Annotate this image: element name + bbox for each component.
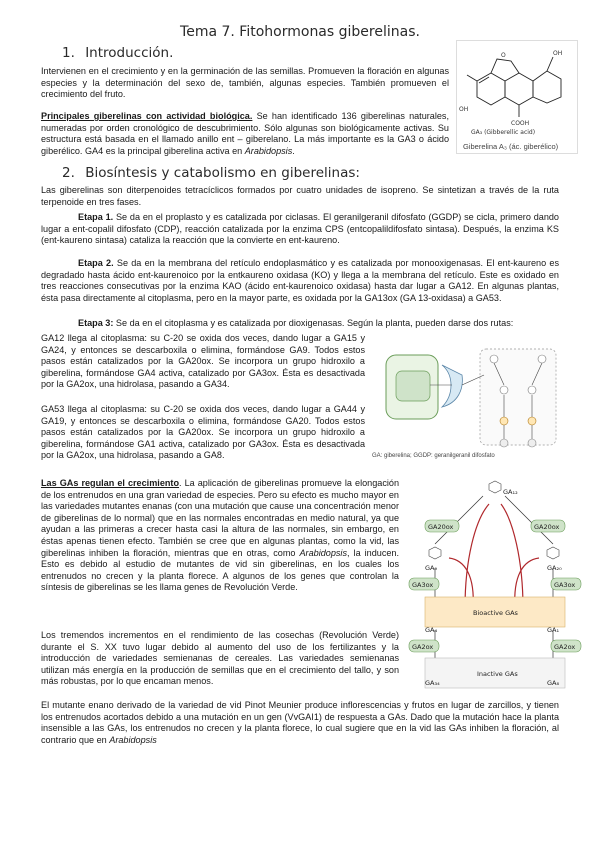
etapa1-label: Etapa 1.	[78, 212, 114, 222]
section-number: 1.	[62, 45, 75, 61]
pathway-caption: GA: giberelina; GGDP: geranilgeranil difosfato	[372, 453, 495, 459]
ga3-molecule-drawing	[457, 41, 577, 137]
intro-paragraph: Intervienen en el crecimiento y en la germinación de las semillas. Promueven la floración en algunas especies y la determinación del sexo de, también, algunas especies. También promueven el crecimiento del fruto.	[41, 66, 449, 100]
green-revolution-paragraph: Los tremendos incrementos en el rendimiento de las cosechas (Revolución Verde) durante el S. XX tuvo lugar debido al aumento del uso de los fertilizantes y la introducción de variedades semienanas de cereales. Las variedades semienanas utilizan más energía en la producción de semillas que en el crecimiento del tallo, y son más robustas, por lo que encaman menos.	[41, 630, 399, 687]
ga1-label: GA₁	[547, 626, 560, 634]
growth-text-end: , la inducen. Esto es debido al estudio de mutantes de vid sin giberelinas, en los cuales los entrenudos no crecen y la planta florece. A algunos de los genes que controlan la síntesis de giberelinas se les llama genes de Revolución Verde.	[41, 547, 400, 593]
etapa1-paragraph	[41, 212, 559, 247]
cooh-label: COOH	[511, 120, 530, 127]
enzyme-ga2ox-left: GA2ox	[412, 643, 434, 651]
etapa3-text: Se da en el citoplasma y es catalizada por dioxigenasas. Según la planta, pueden darse dos rutas:	[115, 318, 514, 328]
oxygen-label: O	[501, 52, 506, 59]
vid-text: El mutante enano derivado de la variedad de vid Pinot Meunier produce inflorescencias y frutos en lugar de zarcillos, y tienen los entrenudos acortados debido a una mutación en un gen (VvGAI1) de respuesta a GAs. Dado que la mutación hace la planta insensible a las GAs, los entrenudos no crecen y la planta florece, lo cual sugiere que en la vid las GAs inhiben la floración, al contrario que en	[41, 700, 559, 745]
ga3-inner-label: GA₃ (Gibberellic acid)	[471, 129, 536, 136]
section-title: Introducción.	[85, 45, 174, 61]
etapa3-label: Etapa 3:	[78, 318, 114, 328]
growth-heading: Las GAs regulan el crecimiento	[41, 478, 180, 488]
species-name: Arabidopsis	[299, 547, 348, 558]
etapa2-paragraph	[41, 258, 559, 304]
enzyme-ga20ox-right: GA20ox	[534, 523, 560, 531]
bioactive-label: Bioactive GAs	[473, 609, 518, 617]
page-title: Tema 7. Fitohormonas giberelinas.	[180, 24, 420, 40]
ga53-route-paragraph: GA53 llega al citoplasma: su C-20 se oxida dos veces, dando lugar a GA44 y GA19, y entonces se descarboxila o elimina, formándose GA20. Todos estos pasos están catalizados por la GA20ox. Se incorpora un grupo hidroxilo a giberelina, formándose GA1 activa, catalizado por GA3ox. Ésta es desactivada por la GA2ox, una hidrolasa, pasando a GA8.	[41, 404, 365, 461]
etapa2-text: Se da en la membrana del retículo endoplasmático y es catalizada por monooxigenasas. El ent-kaureno es degradado hasta ácido ent-kaurenoico por la entkaureno oxidasa (KO) y llega a la membrana del retículo. Este es oxidado en tres reacciones consecutivas por la enzima KAO (ácido ent-kaurenoico oxidasa) hasta dar lugar a GA12. En algunas plantas, ésta pasa directamente al citoplasma, pero en la mayor parte, es oxidada por la GA13ox (GA 13-oxidasa) a GA53.	[41, 258, 560, 303]
ga3-structure-figure	[456, 40, 578, 154]
species-name: Arabidopsis	[109, 734, 157, 745]
cell-compartments-drawing	[372, 345, 562, 453]
section-heading-2	[62, 165, 360, 181]
actividad-text: Se han identificado 136 giberelinas naturales, numeradas por orden cronológico de descubrimiento. Sólo algunas son biológicamente activas. Su estructura está basada en el llamado anillo ent – giberelano. La más importante es la GA3 o ácido giberélico. GA4 es la principal giberelina activa en	[41, 111, 450, 156]
growth-paragraph	[41, 478, 399, 594]
ga3-caption: Giberelina A₃ (ác. giberélico)	[463, 142, 559, 151]
enzyme-ga20ox-left: GA20ox	[428, 523, 454, 531]
ga9-label: GA₉	[425, 564, 438, 572]
enzyme-ga2ox-right: GA2ox	[554, 643, 576, 651]
etapa1-text: Se da en el proplasto y es catalizada por ciclasas. El geranilgeranil difosfato (GGDP) se cicla, primero dando lugar a ent-copalil difosfato (CDP), reacción catalizada por la enzima CPS (entcopalildifosfato sintasa). Después, la enzima KS (ent-kaureno sintasa) cataliza la reacción que la convierte en ent-kaureno.	[41, 212, 559, 246]
hydroxyl-label-left: OH	[459, 106, 469, 113]
actividad-heading: Principales giberelinas con actividad biológica.	[41, 111, 253, 121]
section-heading-1	[62, 45, 173, 61]
ga-metabolism-diagram	[405, 480, 585, 692]
ga12-label: GA₁₂	[503, 488, 518, 496]
hydroxyl-label-top: OH	[553, 50, 563, 57]
section-title: Biosíntesis y catabolismo en giberelinas:	[85, 165, 360, 181]
metabolism-drawing	[405, 480, 585, 692]
enzyme-ga3ox-right: GA3ox	[554, 581, 576, 589]
ga8-label: GA₈	[547, 679, 560, 687]
intro-actividad-paragraph: Principales giberelinas con actividad biológica. Se han identificado 136 giberelinas naturales, numeradas por orden cronológico de descubrimiento. Sólo algunas son biológicamente activas. Su estructura está basada en el llamado anillo ent – giberelano. La más importante es la GA3 o ácido giberélico. GA4 es la principal giberelina activa en Arabidopsis.	[41, 111, 450, 156]
biosynthesis-intro: Las giberelinas son diterpenoides tetracíclicos formados por cuatro unidades de isopreno. Se sintetizan a través de la ruta terpenoide en tres fases.	[41, 185, 559, 207]
ga34-label: GA₃₄	[425, 679, 440, 687]
ga4-label: GA₄	[425, 626, 438, 634]
biosynthesis-pathway-figure	[372, 345, 562, 465]
vid-mutant-paragraph	[41, 700, 559, 746]
inactive-label: Inactive GAs	[477, 670, 518, 678]
enzyme-ga3ox-left: GA3ox	[412, 581, 434, 589]
section-number: 2.	[62, 165, 75, 181]
etapa2-label: Etapa 2.	[78, 258, 114, 268]
species-name: Arabidopsis	[244, 145, 293, 156]
ga20-label: GA₂₀	[547, 564, 562, 572]
growth-text: . La aplicación de giberelinas promueve la elongación de los entrenudos en una gran variedad de especies. Pero su efecto es mucho mayor en las variedades mutantes enanas (con una mutación que cause una concentración menor de giberelinas de lo normal) que en las normales encontradas en medio natural, ya que ayudan a las primeras a crecer hasta casi la altura de las normales, sin embargo, en éstas apenas tienen efecto. También se cree que en algunas plantas, como la vid, las giberelinas inhiben la floración, mientras que en otras, como	[41, 478, 399, 558]
etapa3-paragraph	[41, 318, 559, 330]
ga12-route-paragraph: GA12 llega al citoplasma: su C-20 se oxida dos veces, dando lugar a GA15 y GA24, y entonces se descarboxila o elimina, formándose GA9. Todos estos pasos están catalizados por la GA20ox. Se incorpora un grupo hidroxilo a giberelina, formándose GA4 activa, catalizado por GA3ox. Ésta es desactivada por la GA2ox, una hidrolasa, pasando a GA34.	[41, 333, 365, 390]
